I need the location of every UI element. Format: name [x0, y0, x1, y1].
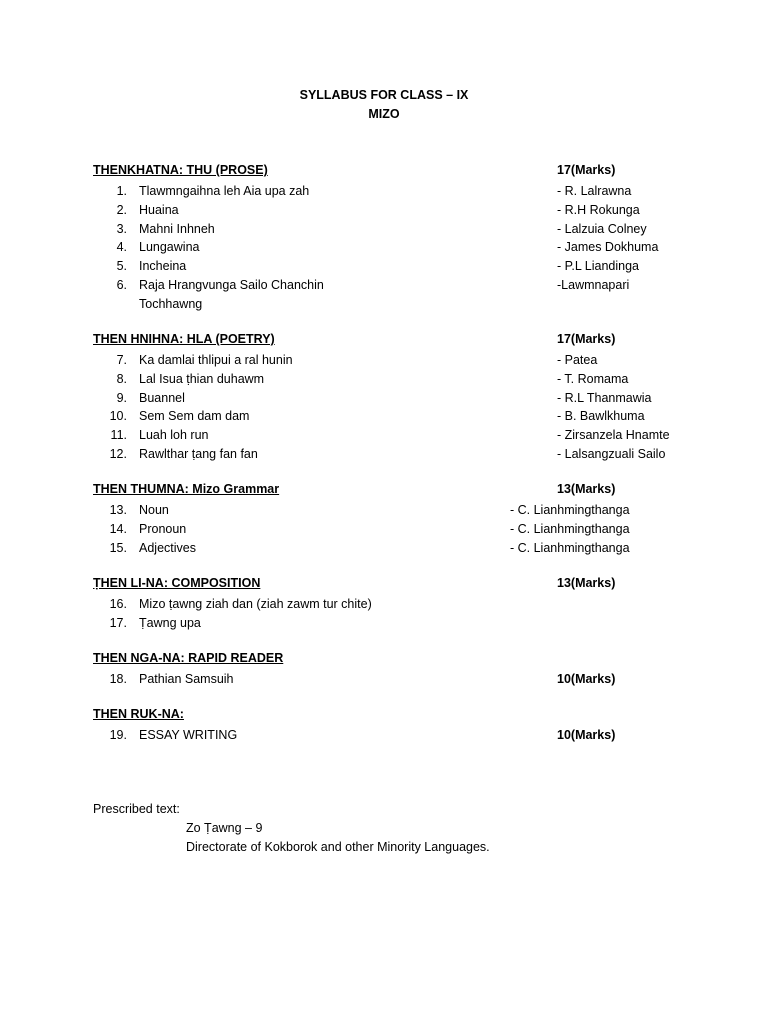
list-item — [93, 238, 693, 257]
item-title: Incheina — [139, 259, 187, 274]
item-author: - Lalsangzuali Sailo — [557, 446, 666, 461]
list-item-continuation — [93, 295, 693, 314]
document-title: SYLLABUS FOR CLASS – IX — [299, 88, 469, 102]
item-title: Mahni Inhneh — [139, 221, 215, 236]
item-author: - Patea — [557, 353, 598, 367]
item-number: 10. — [109, 409, 127, 424]
item-number: 14. — [109, 521, 127, 536]
prescribed-publisher: Directorate of Kokborok and other Minority Languages. — [186, 840, 490, 854]
item-author: - R. Lalrawna — [557, 184, 632, 198]
item-author: - T. Romama — [557, 371, 629, 386]
item-author: - R.H Rokunga — [557, 202, 640, 217]
section-marks: 17(Marks) — [557, 332, 616, 346]
section-prose — [93, 163, 693, 314]
list-item — [93, 614, 693, 633]
item-number: 12. — [109, 446, 127, 461]
list-item — [93, 182, 693, 201]
list-item — [93, 501, 693, 520]
item-title: Rawlthar ṭang fan fan — [139, 446, 258, 461]
section-marks: 13(Marks) — [557, 576, 616, 590]
item-number: 8. — [116, 371, 127, 386]
item-title: Huaina — [139, 202, 179, 217]
list-item — [93, 539, 693, 558]
section-heading — [93, 482, 693, 501]
item-number: 4. — [116, 240, 127, 255]
item-title: Adjectives — [139, 540, 196, 555]
section-heading-label: ṬHEN LI-NA: COMPOSITION — [93, 576, 261, 590]
list-item — [93, 407, 693, 426]
item-number: 15. — [109, 540, 127, 555]
item-title: ESSAY WRITING — [139, 728, 238, 742]
item-number: 5. — [116, 259, 127, 274]
list-item — [93, 595, 693, 614]
section-heading-label: THEN RUK-NA: — [93, 707, 184, 721]
section-composition — [93, 576, 693, 633]
list-item — [93, 389, 693, 408]
item-title: Pronoun — [139, 521, 187, 536]
section-heading — [93, 332, 693, 351]
section-essay — [93, 707, 693, 745]
item-author: - B. Bawlkhuma — [557, 409, 645, 424]
section-grammar — [93, 482, 693, 557]
item-author: - R.L Thanmawia — [557, 390, 652, 405]
item-author: - C. Lianhmingthanga — [510, 521, 630, 536]
item-number: 17. — [109, 615, 127, 630]
list-item — [93, 351, 693, 370]
item-marks: 10(Marks) — [557, 672, 616, 686]
list-item — [93, 520, 693, 539]
item-number: 9. — [116, 390, 127, 405]
section-heading — [93, 163, 693, 182]
list-item — [93, 670, 693, 689]
item-number: 3. — [116, 221, 127, 236]
item-title-continuation: Tochhawng — [139, 296, 203, 311]
item-title: Noun — [139, 503, 169, 517]
item-author: - P.L Liandinga — [557, 259, 640, 274]
prescribed-text-block — [93, 800, 490, 857]
item-number: 16. — [109, 597, 127, 611]
item-author: -Lawmnapari — [557, 277, 630, 292]
item-number: 18. — [109, 672, 127, 686]
item-title: Sem Sem dam dam — [139, 409, 250, 424]
list-item — [93, 220, 693, 239]
prescribed-book: Zo Ṭawng – 9 — [186, 821, 263, 835]
item-title: Raja Hrangvunga Sailo Chanchin — [139, 277, 324, 292]
list-item — [93, 201, 693, 220]
list-item — [93, 257, 693, 276]
section-marks: 17(Marks) — [557, 163, 616, 177]
item-marks: 10(Marks) — [557, 728, 616, 742]
item-title: Tlawmngaihna leh Aia upa zah — [139, 184, 310, 198]
item-title: Mizo ṭawng ziah dan (ziah zawm tur chite) — [139, 597, 372, 611]
item-title: Buannel — [139, 390, 185, 405]
section-heading-label: THEN NGA-NA: RAPID READER — [93, 651, 284, 665]
item-number: 2. — [116, 202, 127, 217]
item-title: Lungawina — [139, 240, 200, 255]
list-item — [93, 726, 693, 745]
item-title: Ṭawng upa — [139, 615, 201, 630]
section-poetry — [93, 332, 693, 464]
item-number: 11. — [110, 428, 127, 443]
item-author: - C. Lianhmingthanga — [510, 540, 630, 555]
item-author: - Lalzuia Colney — [557, 221, 647, 236]
section-heading — [93, 576, 693, 595]
item-number: 7. — [116, 353, 127, 367]
item-title: Luah loh run — [139, 428, 209, 443]
list-item — [93, 426, 693, 445]
item-author: - James Dokhuma — [557, 240, 659, 255]
item-number: 1. — [116, 184, 127, 198]
item-title: Ka damlai thlipui a ral hunin — [139, 353, 293, 367]
item-number: 13. — [109, 503, 127, 517]
item-number: 19. — [109, 728, 127, 742]
section-marks: 13(Marks) — [557, 482, 616, 496]
item-author: - C. Lianhmingthanga — [510, 503, 630, 517]
item-number: 6. — [116, 277, 127, 292]
item-title: Lal Isua ṭhian duhawm — [139, 371, 265, 386]
list-item — [93, 445, 693, 464]
section-heading — [93, 651, 693, 670]
section-heading — [93, 707, 693, 726]
list-item — [93, 276, 693, 295]
section-heading-label: THEN THUMNA: Mizo Grammar — [93, 482, 280, 496]
item-author: - Zirsanzela Hnamte — [557, 428, 670, 443]
item-title: Pathian Samsuih — [139, 672, 234, 686]
section-heading-label: THEN HNIHNA: HLA (POETRY) — [93, 332, 275, 346]
list-item — [93, 370, 693, 389]
section-heading-label: THENKHATNA: THU (PROSE) — [93, 163, 268, 177]
prescribed-label: Prescribed text: — [93, 802, 180, 816]
section-rapid-reader — [93, 651, 693, 689]
document-subtitle: MIZO — [368, 107, 400, 121]
